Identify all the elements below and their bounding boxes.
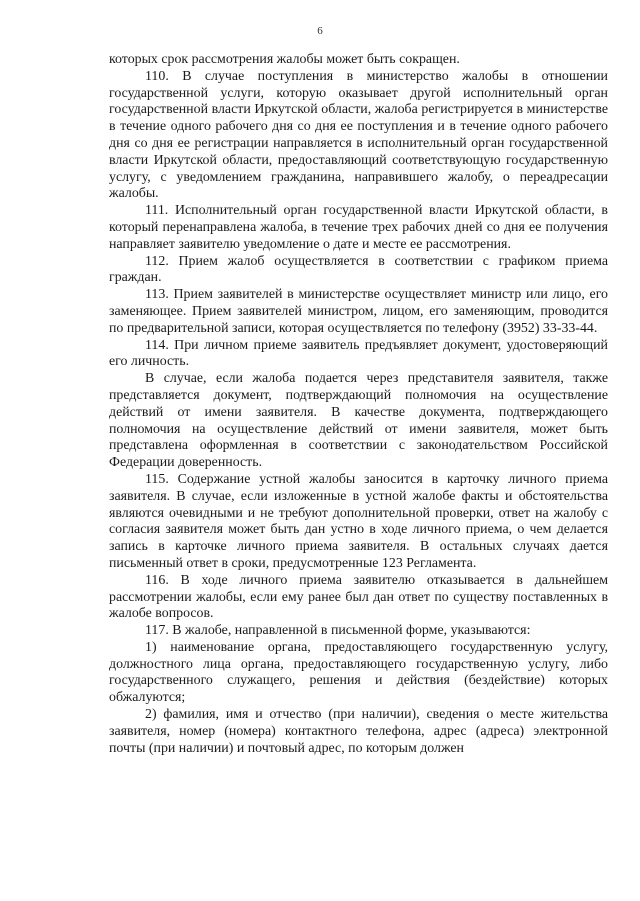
- paragraph-114: 114. При личном приеме заявитель предъявляет документ, удостоверяющий его личность.: [109, 337, 608, 370]
- paragraph-representative: В случае, если жалоба подается через представителя заявителя, также представляется документ, подтверждающий полномочия на осуществление действий от имени заявителя. В качестве документа, подтверждающего полномочия на осуществление действий от имени заявителя, может быть представлена оформленная в соответствии с законодательством Российской Федерации доверенность.: [109, 371, 608, 471]
- paragraph-112: 112. Прием жалоб осуществляется в соответствии с графиком приема граждан.: [109, 253, 608, 286]
- paragraph-110: 110. В случае поступления в министерство жалобы в отношении государственной услуги, которую оказывает другой исполнительный орган государственной власти Иркутской области, жалоба регистрируется в министерстве в течение одного рабочего дня со дня ее поступления и в течение одного рабочего дня со дня ее регистрации направляется в исполнительный орган государственной власти Иркутской области, предоставляющий соответствующую государственную услугу, с уведомлением гражданина, направившего жалобу, о переадресации жалобы.: [109, 68, 608, 202]
- list-item-2: 2) фамилия, имя и отчество (при наличии), сведения о месте жительства заявителя, номер (номера) контактного телефона, адрес (адреса) электронной почты (при наличии) и почтовый адрес, по которым должен: [109, 707, 608, 756]
- paragraph-continuation: которых срок рассмотрения жалобы может быть сокращен.: [109, 52, 460, 67]
- list-item-1: 1) наименование органа, предоставляющего государственную услугу, должностного лица органа, предоставляющего государственную услугу, либо государственного служащего, решения и действия (бездействие) которых обжалуются;: [109, 639, 608, 706]
- paragraph-113: 113. Прием заявителей в министерстве осуществляет министр или лицо, его заменяющее. Прием заявителей министром, лицом, его заменяющим, проводится по предварительной записи, которая осуществляется по телефону (3952) 33-33-44.: [109, 287, 608, 336]
- paragraph-117: 117. В жалобе, направленной в письменной форме, указываются:: [145, 623, 531, 639]
- document-body: [109, 52, 608, 757]
- page-number: 6: [317, 25, 323, 37]
- paragraph-115: 115. Содержание устной жалобы заносится в карточку личного приема заявителя. В случае, если изложенные в устной жалобе факты и обстоятельства являются очевидными и не требуют дополнительной проверки, ответ на жалобу с согласия заявителя может быть дан устно в ходе личного приема, о чем делается запись в карточке личного приема заявителя. В остальных случаях дается письменный ответ в сроки, предусмотренные 123 Регламента.: [109, 471, 608, 571]
- paragraph-111: 111. Исполнительный орган государственной власти Иркутской области, в который перенаправлена жалоба, в течение трех рабочих дней со дня ее получения направляет заявителю уведомление о дате и месте ее рассмотрения.: [109, 203, 608, 252]
- paragraph-116: 116. В ходе личного приема заявителю отказывается в дальнейшем рассмотрении жалобы, если ему ранее был дан ответ по существу поставленных в жалобе вопросов.: [109, 572, 608, 622]
